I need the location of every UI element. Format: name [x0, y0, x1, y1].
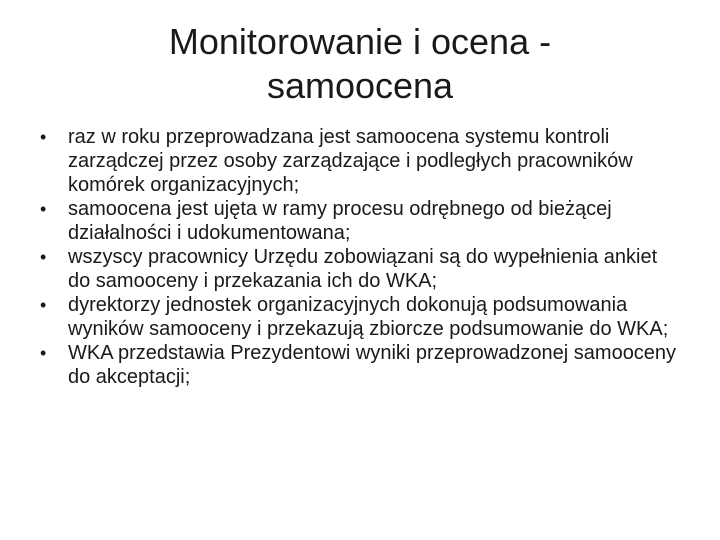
slide-title-line-1: Monitorowanie i ocena - [168, 21, 552, 62]
bullet-item [40, 245, 680, 293]
bullet-item [40, 341, 680, 389]
bullet-item [40, 197, 680, 245]
bullet-item [40, 293, 680, 341]
bullet-text: dyrektorzy jednostek organizacyjnych dokonują podsumowania wyników samooceny i przekazują zbiorcze podsumowanie do WKA; [68, 294, 669, 340]
bullet-text: samoocena jest ujęta w ramy procesu odrębnego od bieżącej działalności i udokumentowana; [68, 198, 612, 244]
bullet-icon: • [40, 343, 47, 363]
bullet-list [40, 125, 680, 389]
bullet-icon: • [40, 295, 47, 315]
bullet-text: wszyscy pracownicy Urzędu zobowiązani są do wypełnienia ankiet do samooceny i przekazania ich do WKA; [68, 246, 658, 292]
bullet-icon: • [40, 247, 47, 267]
bullet-icon: • [40, 199, 47, 219]
bullet-item [40, 125, 680, 197]
bullet-icon: • [40, 127, 47, 147]
slide-title [90, 20, 630, 108]
bullet-text: WKA przedstawia Prezydentowi wyniki przeprowadzonej samooceny do akceptacji; [68, 342, 677, 388]
slide-title-line-2: samoocena [266, 65, 454, 106]
bullet-text: raz w roku przeprowadzana jest samoocena systemu kontroli zarządczej przez osoby zarządzające i podległych pracowników komórek organizacyjnych; [68, 126, 633, 196]
